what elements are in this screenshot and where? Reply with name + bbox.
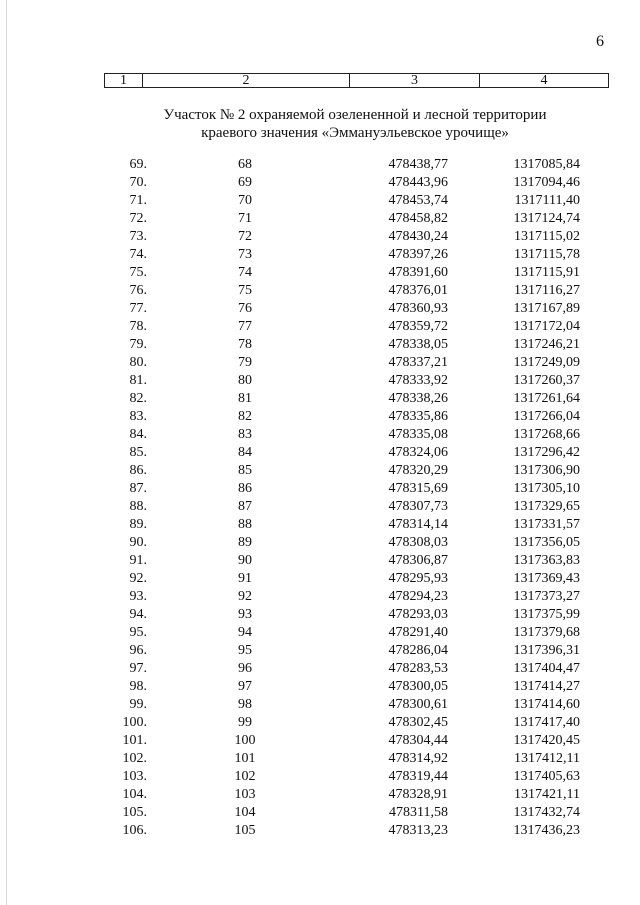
coordinate-x: 478306,87 <box>388 553 448 568</box>
coordinate-x: 478286,04 <box>388 643 448 658</box>
table-row <box>0 696 640 714</box>
table-row <box>0 426 640 444</box>
coordinate-y: 1317412,11 <box>514 751 580 766</box>
row-index: 100. <box>122 715 147 730</box>
row-index: 92. <box>129 571 147 586</box>
coordinate-x: 478304,44 <box>388 733 448 748</box>
coordinate-x: 478307,73 <box>388 499 448 514</box>
coordinate-y: 1317396,31 <box>513 643 580 658</box>
coordinate-y: 1317414,27 <box>513 679 580 694</box>
point-number: 88 <box>238 517 252 532</box>
coordinate-x: 478376,01 <box>388 283 448 298</box>
point-number: 80 <box>238 373 252 388</box>
row-index: 98. <box>129 679 147 694</box>
coordinate-y: 1317375,99 <box>513 607 580 622</box>
row-index: 101. <box>122 733 147 748</box>
coordinate-y: 1317115,02 <box>514 229 580 244</box>
coordinate-y: 1317432,74 <box>513 805 580 820</box>
point-number: 70 <box>238 193 252 208</box>
coordinate-x: 478300,61 <box>388 697 448 712</box>
row-index: 83. <box>129 409 147 424</box>
coordinate-x: 478458,82 <box>388 211 448 226</box>
point-number: 68 <box>238 157 252 172</box>
table-row <box>0 552 640 570</box>
coordinate-x: 478291,40 <box>388 625 448 640</box>
row-index: 105. <box>122 805 147 820</box>
page-number: 6 <box>596 33 604 50</box>
coordinate-y: 1317414,60 <box>513 697 580 712</box>
point-number: 91 <box>238 571 252 586</box>
coordinate-y: 1317373,27 <box>513 589 580 604</box>
table-row <box>0 480 640 498</box>
point-number: 72 <box>238 229 252 244</box>
table-row <box>0 642 640 660</box>
row-index: 74. <box>129 247 147 262</box>
row-index: 84. <box>129 427 147 442</box>
coordinate-x: 478335,08 <box>388 427 448 442</box>
point-number: 93 <box>238 607 252 622</box>
coordinate-x: 478333,92 <box>388 373 448 388</box>
row-index: 93. <box>129 589 147 604</box>
point-number: 90 <box>238 553 252 568</box>
point-number: 86 <box>238 481 252 496</box>
point-number: 104 <box>234 805 256 820</box>
coordinate-y: 1317436,23 <box>513 823 580 838</box>
coordinate-y: 1317306,90 <box>513 463 580 478</box>
coordinate-y: 1317124,74 <box>513 211 580 226</box>
coordinate-x: 478443,96 <box>388 175 448 190</box>
coordinate-y: 1317379,68 <box>513 625 580 640</box>
point-number: 84 <box>238 445 252 460</box>
row-index: 99. <box>129 697 147 712</box>
table-row <box>0 624 640 642</box>
point-number: 85 <box>238 463 252 478</box>
point-number: 75 <box>238 283 252 298</box>
point-number: 92 <box>238 589 252 604</box>
point-number: 76 <box>238 301 252 316</box>
table-row <box>0 354 640 372</box>
point-number: 94 <box>238 625 252 640</box>
point-number: 96 <box>238 661 252 676</box>
coordinate-y: 1317115,91 <box>514 265 580 280</box>
coordinate-x: 478438,77 <box>388 157 448 172</box>
point-number: 99 <box>238 715 252 730</box>
table-row <box>0 264 640 282</box>
table-row <box>0 390 640 408</box>
row-index: 85. <box>129 445 147 460</box>
table-row <box>0 318 640 336</box>
column-header-4: 4 <box>540 73 548 88</box>
coordinate-y: 1317296,42 <box>513 445 580 460</box>
table-row <box>0 750 640 768</box>
point-number: 73 <box>238 247 252 262</box>
row-index: 103. <box>122 769 147 784</box>
point-number: 81 <box>238 391 252 406</box>
point-number: 69 <box>238 175 252 190</box>
coordinate-y: 1317261,64 <box>513 391 580 406</box>
row-index: 77. <box>129 301 147 316</box>
coordinate-x: 478283,53 <box>388 661 448 676</box>
coordinate-y: 1317331,57 <box>513 517 580 532</box>
coordinate-y: 1317329,65 <box>513 499 580 514</box>
row-index: 104. <box>122 787 147 802</box>
row-index: 97. <box>129 661 147 676</box>
table-row <box>0 156 640 174</box>
table-row <box>0 246 640 264</box>
row-index: 95. <box>129 625 147 640</box>
coordinate-x: 478397,26 <box>388 247 448 262</box>
point-number: 103 <box>234 787 256 802</box>
row-index: 89. <box>129 517 147 532</box>
coordinate-y: 1317115,78 <box>514 247 580 262</box>
row-index: 79. <box>129 337 147 352</box>
row-index: 90. <box>129 535 147 550</box>
column-header-3: 3 <box>350 74 480 87</box>
table-row <box>0 228 640 246</box>
coordinate-x: 478319,44 <box>388 769 448 784</box>
coordinate-y: 1317405,63 <box>513 769 580 784</box>
coordinate-x: 478453,74 <box>388 193 448 208</box>
coordinate-x: 478328,91 <box>388 787 448 802</box>
row-index: 78. <box>129 319 147 334</box>
row-index: 82. <box>129 391 147 406</box>
row-index: 91. <box>129 553 147 568</box>
row-index: 102. <box>122 751 147 766</box>
coordinate-y: 1317116,27 <box>514 283 580 298</box>
table-row <box>0 804 640 822</box>
coordinate-x: 478300,05 <box>388 679 448 694</box>
column-header-table <box>104 73 609 88</box>
table-row <box>0 192 640 210</box>
coordinate-y: 1317417,40 <box>513 715 580 730</box>
row-index: 71. <box>129 193 147 208</box>
point-number: 74 <box>238 265 252 280</box>
point-number: 101 <box>234 751 256 766</box>
coordinate-x: 478294,23 <box>388 589 448 604</box>
row-index: 106. <box>122 823 147 838</box>
coordinate-x: 478430,24 <box>388 229 448 244</box>
row-index: 75. <box>129 265 147 280</box>
coordinate-x: 478315,69 <box>388 481 448 496</box>
coordinate-x: 478295,93 <box>388 571 448 586</box>
coordinate-y: 1317268,66 <box>513 427 580 442</box>
coordinate-x: 478313,23 <box>388 823 448 838</box>
coordinate-y: 1317246,21 <box>513 337 580 352</box>
point-number: 89 <box>238 535 252 550</box>
coordinate-y: 1317094,46 <box>513 175 580 190</box>
point-number: 105 <box>234 823 256 838</box>
row-index: 94. <box>129 607 147 622</box>
coordinate-x: 478320,29 <box>388 463 448 478</box>
coordinate-y: 1317111,40 <box>514 193 580 208</box>
coordinate-y: 1317369,43 <box>513 571 580 586</box>
point-number: 87 <box>238 499 252 514</box>
coordinate-y: 1317356,05 <box>513 535 580 550</box>
coordinates-table <box>0 156 640 840</box>
row-index: 69. <box>129 157 147 172</box>
point-number: 100 <box>234 733 256 748</box>
coordinate-x: 478293,03 <box>388 607 448 622</box>
row-index: 76. <box>129 283 147 298</box>
table-row <box>0 660 640 678</box>
table-row <box>0 714 640 732</box>
table-row <box>0 606 640 624</box>
table-row <box>0 516 640 534</box>
coordinate-x: 478314,14 <box>388 517 448 532</box>
point-number: 95 <box>238 643 252 658</box>
coordinate-y: 1317249,09 <box>513 355 580 370</box>
coordinate-y: 1317167,89 <box>513 301 580 316</box>
point-number: 98 <box>238 697 252 712</box>
table-row <box>0 534 640 552</box>
coordinate-x: 478359,72 <box>388 319 448 334</box>
table-row <box>0 282 640 300</box>
row-index: 70. <box>129 175 147 190</box>
row-index: 81. <box>129 373 147 388</box>
table-row <box>0 210 640 228</box>
coordinate-x: 478335,86 <box>388 409 448 424</box>
coordinate-x: 478324,06 <box>388 445 448 460</box>
table-row <box>0 498 640 516</box>
coordinate-y: 1317172,04 <box>513 319 580 334</box>
point-number: 78 <box>238 337 252 352</box>
coordinate-y: 1317266,04 <box>513 409 580 424</box>
table-row <box>0 462 640 480</box>
table-row <box>0 444 640 462</box>
section-title <box>100 106 610 142</box>
row-index: 72. <box>129 211 147 226</box>
coordinate-x: 478391,60 <box>388 265 448 280</box>
row-index: 80. <box>129 355 147 370</box>
row-index: 96. <box>129 643 147 658</box>
table-row <box>0 786 640 804</box>
coordinate-x: 478337,21 <box>388 355 448 370</box>
point-number: 77 <box>238 319 252 334</box>
table-row <box>0 336 640 354</box>
coordinate-x: 478308,03 <box>388 535 448 550</box>
table-row <box>0 174 640 192</box>
row-index: 73. <box>129 229 147 244</box>
coordinate-y: 1317260,37 <box>513 373 580 388</box>
point-number: 71 <box>238 211 252 226</box>
table-row <box>0 372 640 390</box>
row-index: 88. <box>129 499 147 514</box>
coordinate-y: 1317404,47 <box>513 661 580 676</box>
section-title-line-1: Участок № 2 охраняемой озелененной и лесной территории <box>163 107 547 123</box>
table-row <box>0 570 640 588</box>
point-number: 79 <box>238 355 252 370</box>
section-title-line-2: краевого значения «Эммануэльевское урочище» <box>201 125 509 141</box>
table-row <box>0 732 640 750</box>
table-row <box>0 822 640 840</box>
row-index: 86. <box>129 463 147 478</box>
coordinate-x: 478338,05 <box>388 337 448 352</box>
coordinate-x: 478311,58 <box>389 805 448 820</box>
coordinate-x: 478302,45 <box>388 715 448 730</box>
column-header-1: 1 <box>105 74 143 87</box>
coordinate-y: 1317420,45 <box>513 733 580 748</box>
table-row <box>0 768 640 786</box>
point-number: 82 <box>238 409 252 424</box>
coordinate-y: 1317085,84 <box>513 157 580 172</box>
coordinate-y: 1317363,83 <box>513 553 580 568</box>
table-row <box>0 300 640 318</box>
row-index: 87. <box>129 481 147 496</box>
coordinate-y: 1317421,11 <box>514 787 580 802</box>
coordinate-x: 478360,93 <box>388 301 448 316</box>
coordinate-x: 478338,26 <box>388 391 448 406</box>
table-row <box>0 408 640 426</box>
coordinate-x: 478314,92 <box>388 751 448 766</box>
table-row <box>0 588 640 606</box>
point-number: 83 <box>238 427 252 442</box>
column-header-2: 2 <box>143 74 350 87</box>
point-number: 102 <box>234 769 256 784</box>
point-number: 97 <box>238 679 252 694</box>
coordinate-y: 1317305,10 <box>513 481 580 496</box>
table-row <box>0 678 640 696</box>
